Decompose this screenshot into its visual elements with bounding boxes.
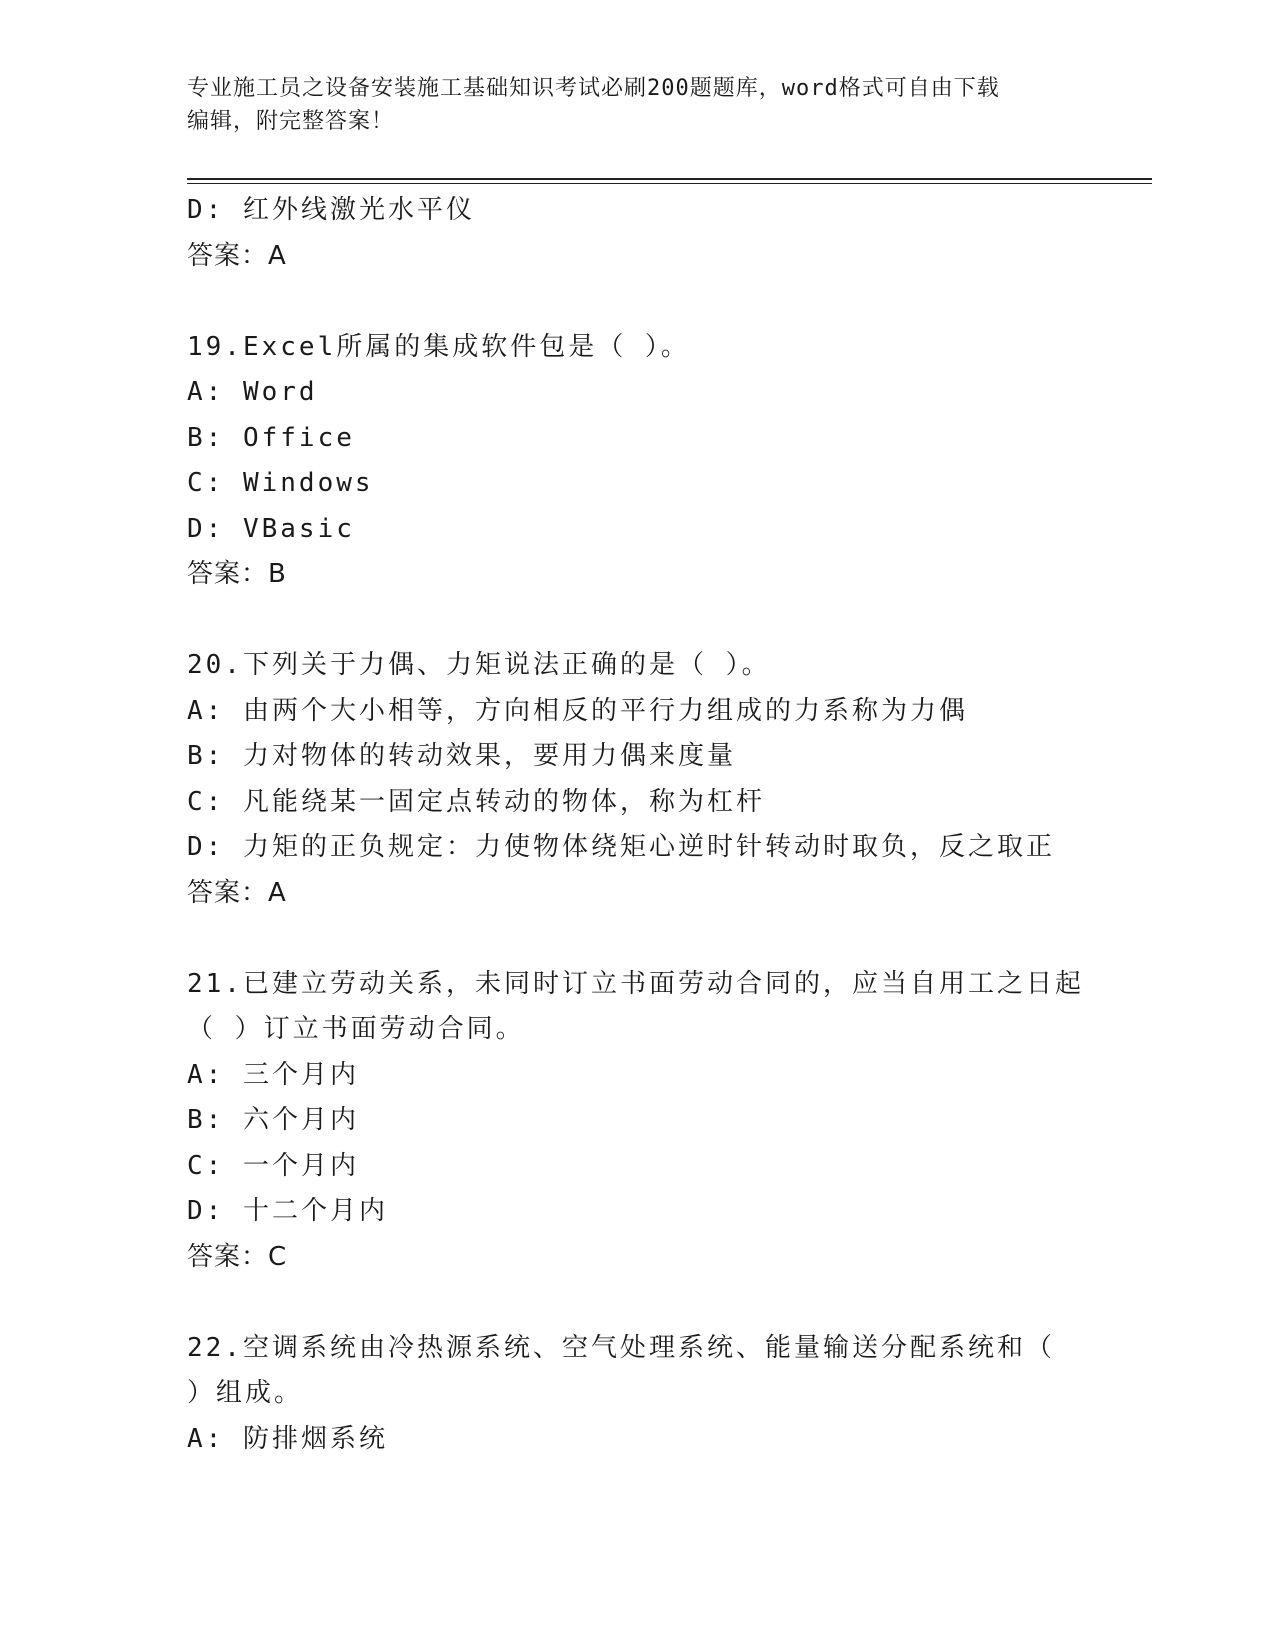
question-stem-cont: ）组成。 [187,1378,304,1408]
answer: 答案：B [187,559,287,589]
question-19 [187,325,1147,598]
option-a: A: 防排烟系统 [187,1423,388,1454]
header-divider-thin [187,183,1152,184]
option-c: C: 一个月内 [187,1150,359,1181]
option-c: C: Windows [187,468,374,498]
question-stem: 20.下列关于力偶、力矩说法正确的是（ ）。 [187,650,771,680]
question-18 [187,188,1147,279]
question-stem-cont: （ ）订立书面劳动合同。 [187,1014,525,1044]
option-d: D: 力矩的正负规定：力使物体绕矩心逆时针转动时取负，反之取正 [187,832,1055,862]
question-21 [187,962,1147,1281]
question-stem: 22.空调系统由冷热源系统、空气处理系统、能量输送分配系统和（ [187,1332,1055,1363]
option-d: D: 十二个月内 [187,1196,388,1226]
answer: 答案：A [187,240,287,271]
option-a: A: 三个月内 [187,1059,359,1090]
answer: 答案：C [187,1241,288,1272]
option-c: C: 凡能绕某一固定点转动的物体，称为杠杆 [187,786,765,817]
option-b: B: 力对物体的转动效果，要用力偶来度量 [187,741,736,771]
question-stem: 21.已建立劳动关系，未同时订立书面劳动合同的，应当自用工之日起 [187,968,1084,999]
header-line-1: 专业施工员之设备安装施工基础知识考试必刷200题题库，word格式可自由下载 [187,76,1000,101]
answer: 答案：A [187,877,287,908]
option-b: B: 六个月内 [187,1105,359,1135]
question-stem: 19.Excel所属的集成软件包是（ ）。 [187,331,690,362]
option-a: A: 由两个大小相等，方向相反的平行力组成的力系称为力偶 [187,695,968,726]
header-divider-thick [187,178,1152,180]
document-header [187,72,1087,138]
question-list [187,188,1147,1462]
header-line-2: 编辑，附完整答案！ [187,109,395,134]
option-a: A: Word [187,377,318,407]
option-b: B: Office [187,422,355,453]
question-22 [187,1326,1147,1463]
question-20 [187,643,1147,916]
option-d: D: 红外线激光水平仪 [187,195,475,225]
option-d: D: VBasic [187,513,355,544]
